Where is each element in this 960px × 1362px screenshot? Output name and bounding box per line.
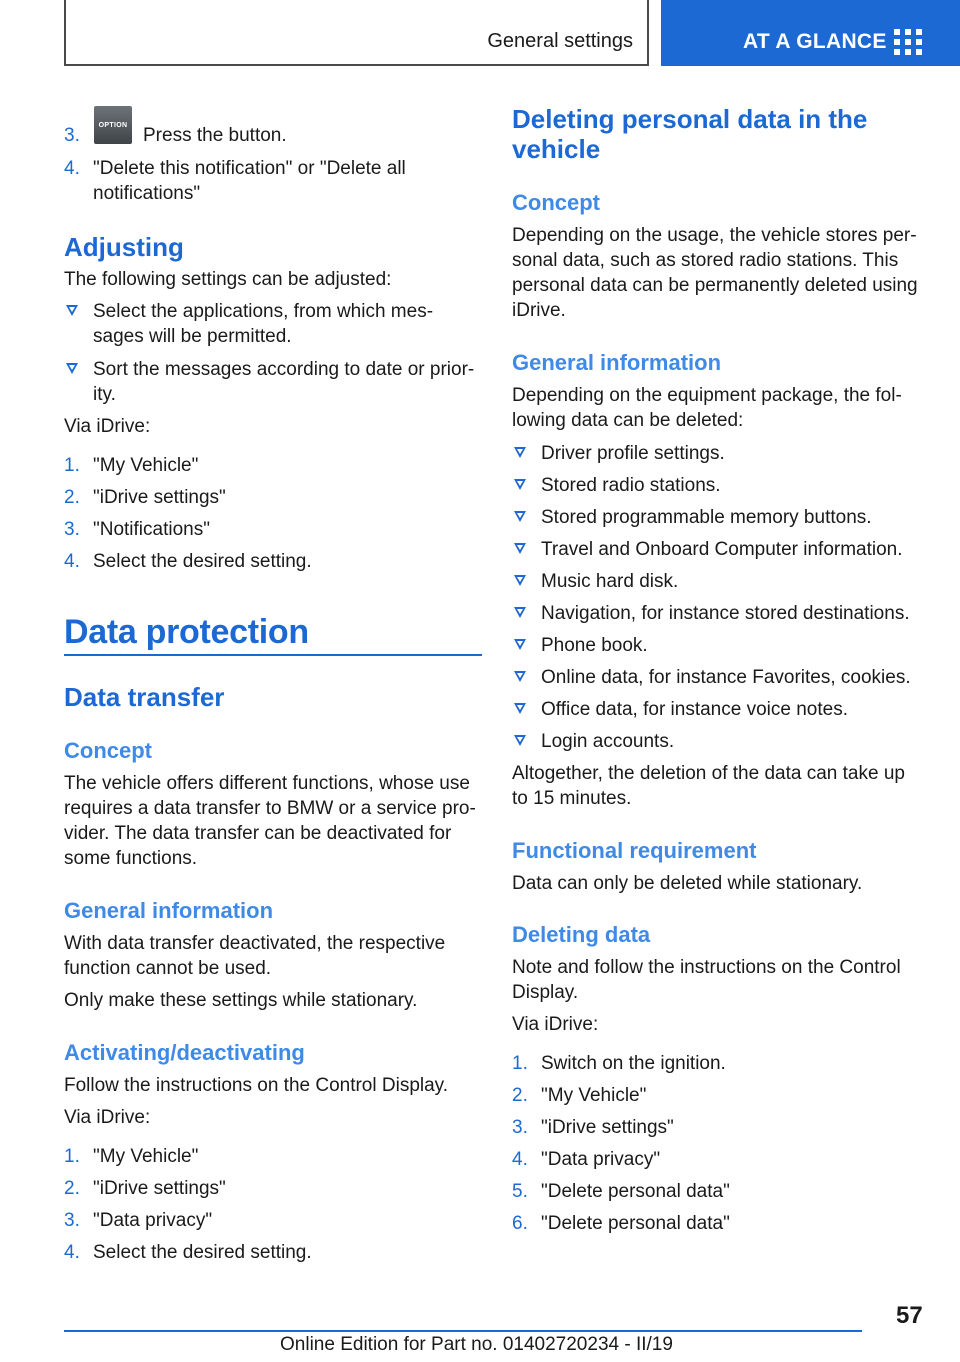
- heading-data-transfer: Data transfer: [64, 682, 225, 712]
- option-button-icon: OPTION: [94, 106, 132, 144]
- bullet-triangle-icon: [514, 607, 526, 618]
- bullet-triangle-icon: [514, 543, 526, 554]
- bullet-triangle-icon: [514, 575, 526, 586]
- heading-concept: Concept: [64, 738, 152, 763]
- heading-deleting-personal-data: Deleting personal data in the vehicle: [512, 104, 868, 164]
- bullet-triangle-icon: [514, 447, 526, 458]
- heading-general-information: General information: [512, 350, 722, 375]
- footer-divider: [64, 1330, 862, 1332]
- bullet-triangle-icon: [514, 671, 526, 682]
- heading-activating-deactivating: Activating/deactivating: [64, 1040, 305, 1065]
- bullet-triangle-icon: [514, 703, 526, 714]
- header-section-title: General settings: [487, 30, 633, 52]
- heading-concept: Concept: [512, 190, 600, 215]
- header-chapter-box[interactable]: [661, 0, 960, 66]
- bullet-triangle-icon: [66, 305, 78, 316]
- grid-icon: [894, 29, 922, 53]
- heading-general-information: General information: [64, 898, 274, 923]
- heading-adjusting: Adjusting: [64, 232, 184, 262]
- heading-data-protection: Data protection: [64, 613, 309, 651]
- footer-edition: Online Edition for Part no. 01402720234 - II/19: [280, 1334, 673, 1355]
- header-chapter-title: AT A GLANCE: [743, 30, 887, 53]
- via-idrive: Via iDrive:: [64, 416, 151, 437]
- bullet-triangle-icon: [66, 363, 78, 374]
- bullet-triangle-icon: [514, 639, 526, 650]
- header-section-box: [64, 0, 649, 66]
- heading-deleting-data: Deleting data: [512, 922, 651, 947]
- bullet-triangle-icon: [514, 511, 526, 522]
- bullet-triangle-icon: [514, 479, 526, 490]
- adjusting-intro: The following settings can be adjusted:: [64, 269, 392, 290]
- section-divider: [64, 654, 482, 656]
- page-number: 57: [896, 1302, 923, 1329]
- heading-functional-requirement: Functional requirement: [512, 838, 757, 863]
- bullet-triangle-icon: [514, 735, 526, 746]
